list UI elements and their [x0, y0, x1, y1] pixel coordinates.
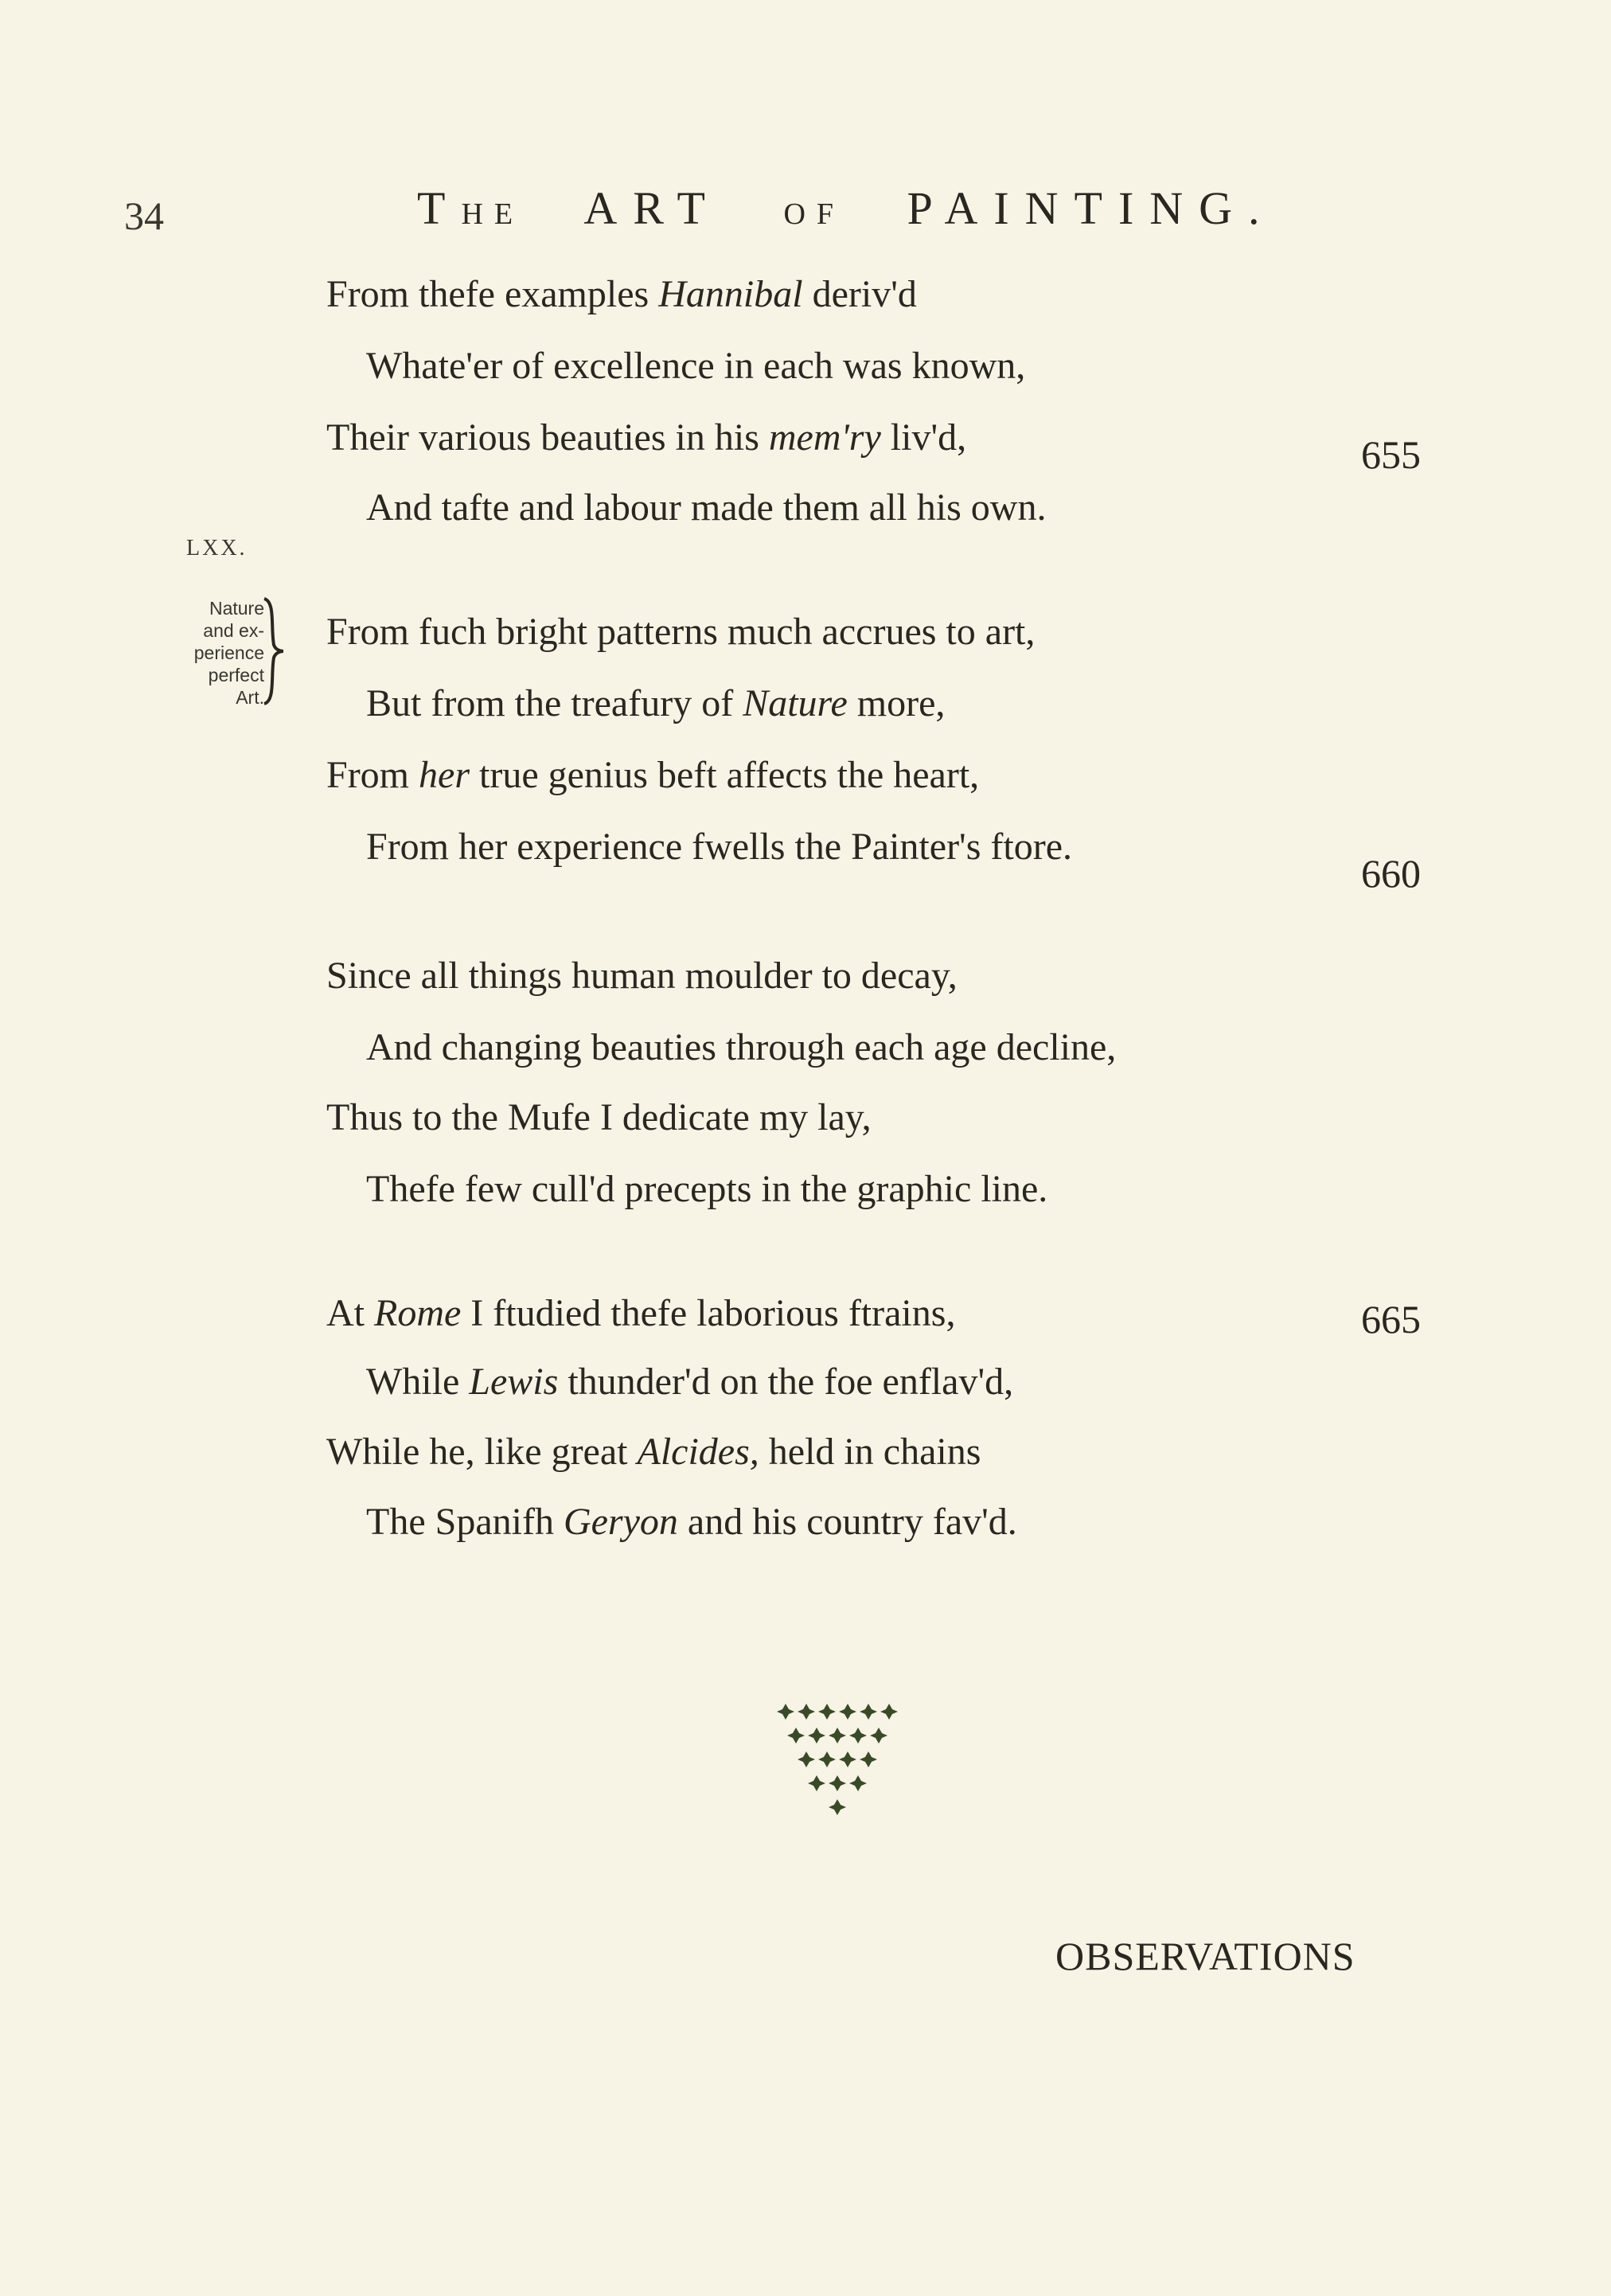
verse-italic-segment: Hannibal [658, 273, 803, 315]
fleuron-icon [818, 1751, 836, 1767]
fleuron-icon [787, 1728, 805, 1743]
verse-line [366, 825, 1072, 869]
verse-segment: Since all things human moulder to decay, [326, 955, 958, 997]
fleuron-icon [829, 1728, 846, 1743]
verse-line [366, 344, 1025, 388]
verse-line [366, 1500, 1017, 1544]
verse-segment: Their various beauties in his [326, 416, 769, 459]
verse-italic-segment: Lewis [469, 1361, 559, 1403]
verse-line [326, 610, 1035, 654]
fleuron-icon [798, 1704, 815, 1720]
fleuron-icon [829, 1799, 846, 1815]
verse-segment: more, [847, 682, 946, 724]
running-head-art: ART [583, 182, 721, 234]
verse-line [366, 1360, 1013, 1404]
fleuron-icon [839, 1751, 856, 1767]
verse-italic-segment: her [419, 754, 470, 796]
running-head-the: THE [417, 182, 525, 234]
verse-line [366, 1167, 1047, 1211]
fleuron-icon [839, 1704, 856, 1720]
verse-segment: Thus to the Mufe I dedicate my lay, [326, 1096, 872, 1138]
brace-icon [259, 595, 287, 707]
verse-line [326, 1291, 955, 1335]
fleuron-icon [777, 1704, 794, 1720]
fleuron-icon [808, 1775, 825, 1791]
verse-italic-segment: Nature [743, 682, 848, 724]
sidenote-line: and ex- [203, 620, 264, 641]
verse-segment: thunder'd on the foe enflav'd, [558, 1361, 1014, 1403]
verse-segment: and his country fav'd. [677, 1501, 1017, 1543]
verse-line [326, 416, 966, 459]
verse-segment: held in chains [759, 1431, 981, 1473]
verse-line [366, 486, 1046, 529]
verse-line [326, 1095, 872, 1139]
verse-segment: Whate'er of excellence in each was known, [366, 345, 1026, 387]
verse-italic-segment: Alcides, [637, 1431, 759, 1473]
verse-line [366, 681, 945, 725]
verse-segment: From [326, 754, 419, 796]
verse-italic-segment: mem'ry [768, 416, 881, 459]
running-head-painting: PAINTING. [907, 182, 1276, 234]
verse-line [326, 753, 979, 797]
verse-segment: From fuch bright patterns much accrues to art, [326, 611, 1036, 653]
line-number: 665 [1361, 1297, 1421, 1341]
verse-segment: true genius beft affects the heart, [470, 754, 980, 796]
sidenote-line: perience [193, 642, 264, 663]
verse-segment: At [326, 1292, 374, 1334]
verse-segment: From thefe examples [326, 273, 659, 315]
verse-italic-segment: Geryon [563, 1501, 678, 1543]
fleuron-icon [849, 1775, 867, 1791]
verse-segment: And changing beauties through each age decline, [366, 1026, 1117, 1068]
fleuron-icon [849, 1728, 867, 1743]
verse-line [326, 1430, 981, 1474]
verse-line [366, 1025, 1116, 1069]
fleuron-icon [860, 1704, 877, 1720]
fleuron-icon [808, 1728, 825, 1743]
verse-italic-segment: Rome [374, 1292, 462, 1334]
sidenote-line: perfect [208, 665, 264, 685]
verse-segment: The Spanifh [366, 1501, 564, 1543]
fleuron-icon [829, 1775, 846, 1791]
verse-segment: Thefe few cull'd precepts in the graphic line. [366, 1168, 1048, 1210]
verse-segment: But from the treafury of [366, 682, 743, 724]
fleuron-icon [860, 1751, 877, 1767]
sidenote-line: Nature [209, 598, 264, 619]
line-number: 660 [1361, 851, 1421, 896]
sidenote-line: Art. [236, 687, 264, 708]
fleuron-ornament-icon [758, 1696, 917, 1855]
running-head [417, 182, 1276, 235]
verse-segment: liv'd, [880, 416, 967, 459]
verse-segment: While he, like great [326, 1431, 638, 1473]
running-head-of: OF [783, 197, 845, 231]
verse-segment: And tafte and labour made them all his own. [366, 486, 1047, 529]
fleuron-icon [818, 1704, 836, 1720]
verse-line [326, 272, 917, 316]
line-number: 655 [1361, 432, 1421, 477]
catchword: OBSERVATIONS [1055, 1934, 1356, 1978]
fleuron-icon [870, 1728, 887, 1743]
section-number: LXX. [186, 536, 248, 560]
verse-line [326, 954, 958, 998]
fleuron-icon [880, 1704, 898, 1720]
sidenote [177, 597, 264, 709]
verse-segment: deriv'd [802, 273, 917, 315]
verse-segment: From her experience fwells the Painter's ftore. [366, 826, 1072, 868]
verse-segment: I ftudied thefe laborious ftrains, [461, 1292, 956, 1334]
page-number: 34 [124, 193, 164, 238]
fleuron-icon [798, 1751, 815, 1767]
verse-segment: While [366, 1361, 470, 1403]
